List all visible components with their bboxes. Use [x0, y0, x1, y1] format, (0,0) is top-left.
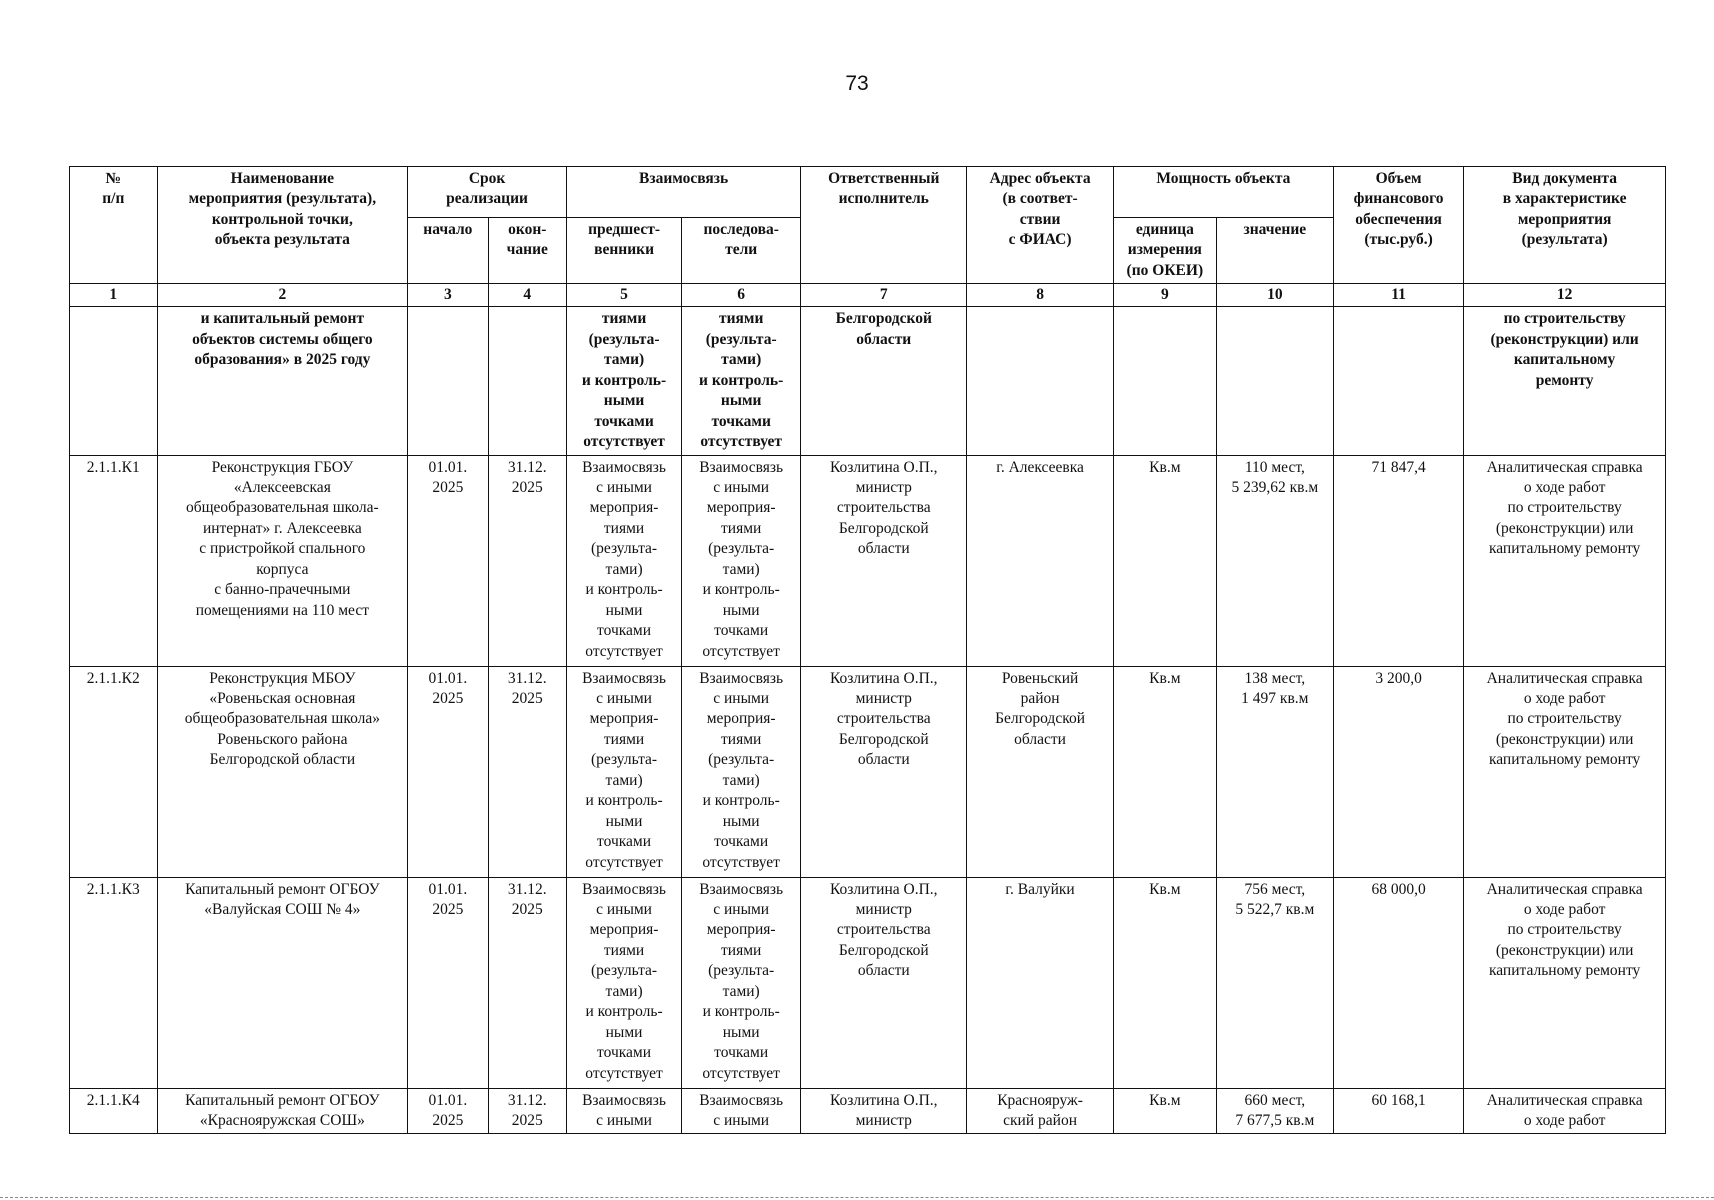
cell-value: [1216, 307, 1333, 455]
cell-finance: 60 168,1: [1333, 1088, 1463, 1134]
header-cap-unit: единица измерения (по ОКЕИ): [1113, 218, 1216, 284]
cell-address: г. Валуйки: [967, 877, 1114, 1088]
cell-responsible: Козлитина О.П., министр строительства Белгородской области: [801, 877, 967, 1088]
cell-num: [70, 307, 158, 455]
cell-value: 110 мест, 5 239,62 кв.м: [1216, 455, 1333, 666]
cell-start: 01.01. 2025: [408, 666, 488, 877]
cell-doc: Аналитическая справка о ходе работ по строительству (реконструкции) или капитальному ремонту: [1464, 666, 1666, 877]
cell-doc: Аналитическая справка о ходе работ: [1464, 1088, 1666, 1134]
column-number: 2: [157, 284, 408, 307]
header-name: Наименование мероприятия (результата), контрольной точки, объекта результата: [157, 167, 408, 284]
column-number: 12: [1464, 284, 1666, 307]
cell-responsible: Козлитина О.П., министр: [801, 1088, 967, 1134]
header-cap-value: значение: [1216, 218, 1333, 284]
cell-value: 138 мест, 1 497 кв.м: [1216, 666, 1333, 877]
cell-next: тиями (результа- тами) и контроль- ными точками отсутствует: [682, 307, 801, 455]
header-row-1: [70, 167, 1666, 218]
continuation-row: [70, 307, 1666, 455]
cell-prev: Взаимосвязь с иными: [567, 1088, 682, 1134]
cell-num: 2.1.1.К2: [70, 666, 158, 877]
cell-next: Взаимосвязь с иными мероприя- тиями (результа- тами) и контроль- ными точками отсутствует: [682, 666, 801, 877]
cell-num: 2.1.1.К4: [70, 1088, 158, 1134]
cell-start: 01.01. 2025: [408, 1088, 488, 1134]
header-capacity: Мощность объекта: [1113, 167, 1333, 218]
cell-name: Капитальный ремонт ОГБОУ «Валуйская СОШ № 4»: [157, 877, 408, 1088]
cell-value: 756 мест, 5 522,7 кв.м: [1216, 877, 1333, 1088]
cell-responsible: Козлитина О.П., министр строительства Белгородской области: [801, 666, 967, 877]
cell-end: 31.12. 2025: [488, 455, 566, 666]
cell-prev: тиями (результа- тами) и контроль- ными точками отсутствует: [567, 307, 682, 455]
cell-unit: Кв.м: [1113, 666, 1216, 877]
header-num: № п/п: [70, 167, 158, 284]
cell-prev: Взаимосвязь с иными мероприя- тиями (результа- тами) и контроль- ными точками отсутствует: [567, 455, 682, 666]
cell-unit: [1113, 307, 1216, 455]
cell-finance: 71 847,4: [1333, 455, 1463, 666]
cell-responsible: Белгородской области: [801, 307, 967, 455]
header-doc-type: Вид документа в характеристике мероприятия (результата): [1464, 167, 1666, 284]
cell-address: [967, 307, 1114, 455]
header-rel-prev: предшест- венники: [567, 218, 682, 284]
column-number: 11: [1333, 284, 1463, 307]
column-number: 3: [408, 284, 488, 307]
header-term-end: окон- чание: [488, 218, 566, 284]
column-number: 1: [70, 284, 158, 307]
cell-unit: Кв.м: [1113, 877, 1216, 1088]
cell-name: Реконструкция МБОУ «Ровеньская основная общеобразовательная школа» Ровеньского района Белгородской области: [157, 666, 408, 877]
column-number-row: [70, 284, 1666, 307]
cell-value: 660 мест, 7 677,5 кв.м: [1216, 1088, 1333, 1134]
column-number: 8: [967, 284, 1114, 307]
column-number: 7: [801, 284, 967, 307]
header-finance: Объем финансового обеспечения (тыс.руб.): [1333, 167, 1463, 284]
cell-end: 31.12. 2025: [488, 877, 566, 1088]
cell-name: Реконструкция ГБОУ «Алексеевская общеобразовательная школа- интернат» г. Алексеевка с пристройкой спального корпуса с банно-прачечными помещениями на 110 мест: [157, 455, 408, 666]
column-number: 6: [682, 284, 801, 307]
header-relation: Взаимосвязь: [567, 167, 801, 218]
table-row: [70, 666, 1666, 877]
header-responsible: Ответственный исполнитель: [801, 167, 967, 284]
header-address: Адрес объекта (в соответ- ствии с ФИАС): [967, 167, 1114, 284]
table-row: [70, 877, 1666, 1088]
cell-address: Краснояруж- ский район: [967, 1088, 1114, 1134]
column-number: 9: [1113, 284, 1216, 307]
cell-address: Ровеньский район Белгородской области: [967, 666, 1114, 877]
cell-next: Взаимосвязь с иными: [682, 1088, 801, 1134]
table-row: [70, 455, 1666, 666]
cell-finance: 3 200,0: [1333, 666, 1463, 877]
cell-next: Взаимосвязь с иными мероприя- тиями (результа- тами) и контроль- ными точками отсутствует: [682, 877, 801, 1088]
header-term: Срок реализации: [408, 167, 567, 218]
activities-table: [69, 166, 1666, 1134]
cell-num: 2.1.1.К1: [70, 455, 158, 666]
column-number: 10: [1216, 284, 1333, 307]
cell-name: Капитальный ремонт ОГБОУ «Краснояружская СОШ»: [157, 1088, 408, 1134]
cell-doc: Аналитическая справка о ходе работ по строительству (реконструкции) или капитальному ремонту: [1464, 877, 1666, 1088]
cell-start: 01.01. 2025: [408, 877, 488, 1088]
column-number: 4: [488, 284, 566, 307]
cell-finance: 68 000,0: [1333, 877, 1463, 1088]
cell-num: 2.1.1.К3: [70, 877, 158, 1088]
cell-doc: Аналитическая справка о ходе работ по строительству (реконструкции) или капитальному ремонту: [1464, 455, 1666, 666]
cell-unit: Кв.м: [1113, 455, 1216, 666]
cell-end: [488, 307, 566, 455]
cell-address: г. Алексеевка: [967, 455, 1114, 666]
column-number: 5: [567, 284, 682, 307]
cell-prev: Взаимосвязь с иными мероприя- тиями (результа- тами) и контроль- ными точками отсутствует: [567, 666, 682, 877]
cell-unit: Кв.м: [1113, 1088, 1216, 1134]
cell-start: [408, 307, 488, 455]
cell-prev: Взаимосвязь с иными мероприя- тиями (результа- тами) и контроль- ными точками отсутствует: [567, 877, 682, 1088]
cell-end: 31.12. 2025: [488, 1088, 566, 1134]
table-row: [70, 1088, 1666, 1134]
cell-end: 31.12. 2025: [488, 666, 566, 877]
cell-finance: [1333, 307, 1463, 455]
cell-doc: по строительству (реконструкции) или капитальному ремонту: [1464, 307, 1666, 455]
cell-responsible: Козлитина О.П., министр строительства Белгородской области: [801, 455, 967, 666]
cell-name: и капитальный ремонт объектов системы общего образования» в 2025 году: [157, 307, 408, 455]
page-edge-rule: [0, 1197, 1714, 1198]
cell-next: Взаимосвязь с иными мероприя- тиями (результа- тами) и контроль- ными точками отсутствует: [682, 455, 801, 666]
header-rel-next: последова- тели: [682, 218, 801, 284]
cell-start: 01.01. 2025: [408, 455, 488, 666]
page-number: 73: [845, 72, 869, 95]
header-term-start: начало: [408, 218, 488, 284]
